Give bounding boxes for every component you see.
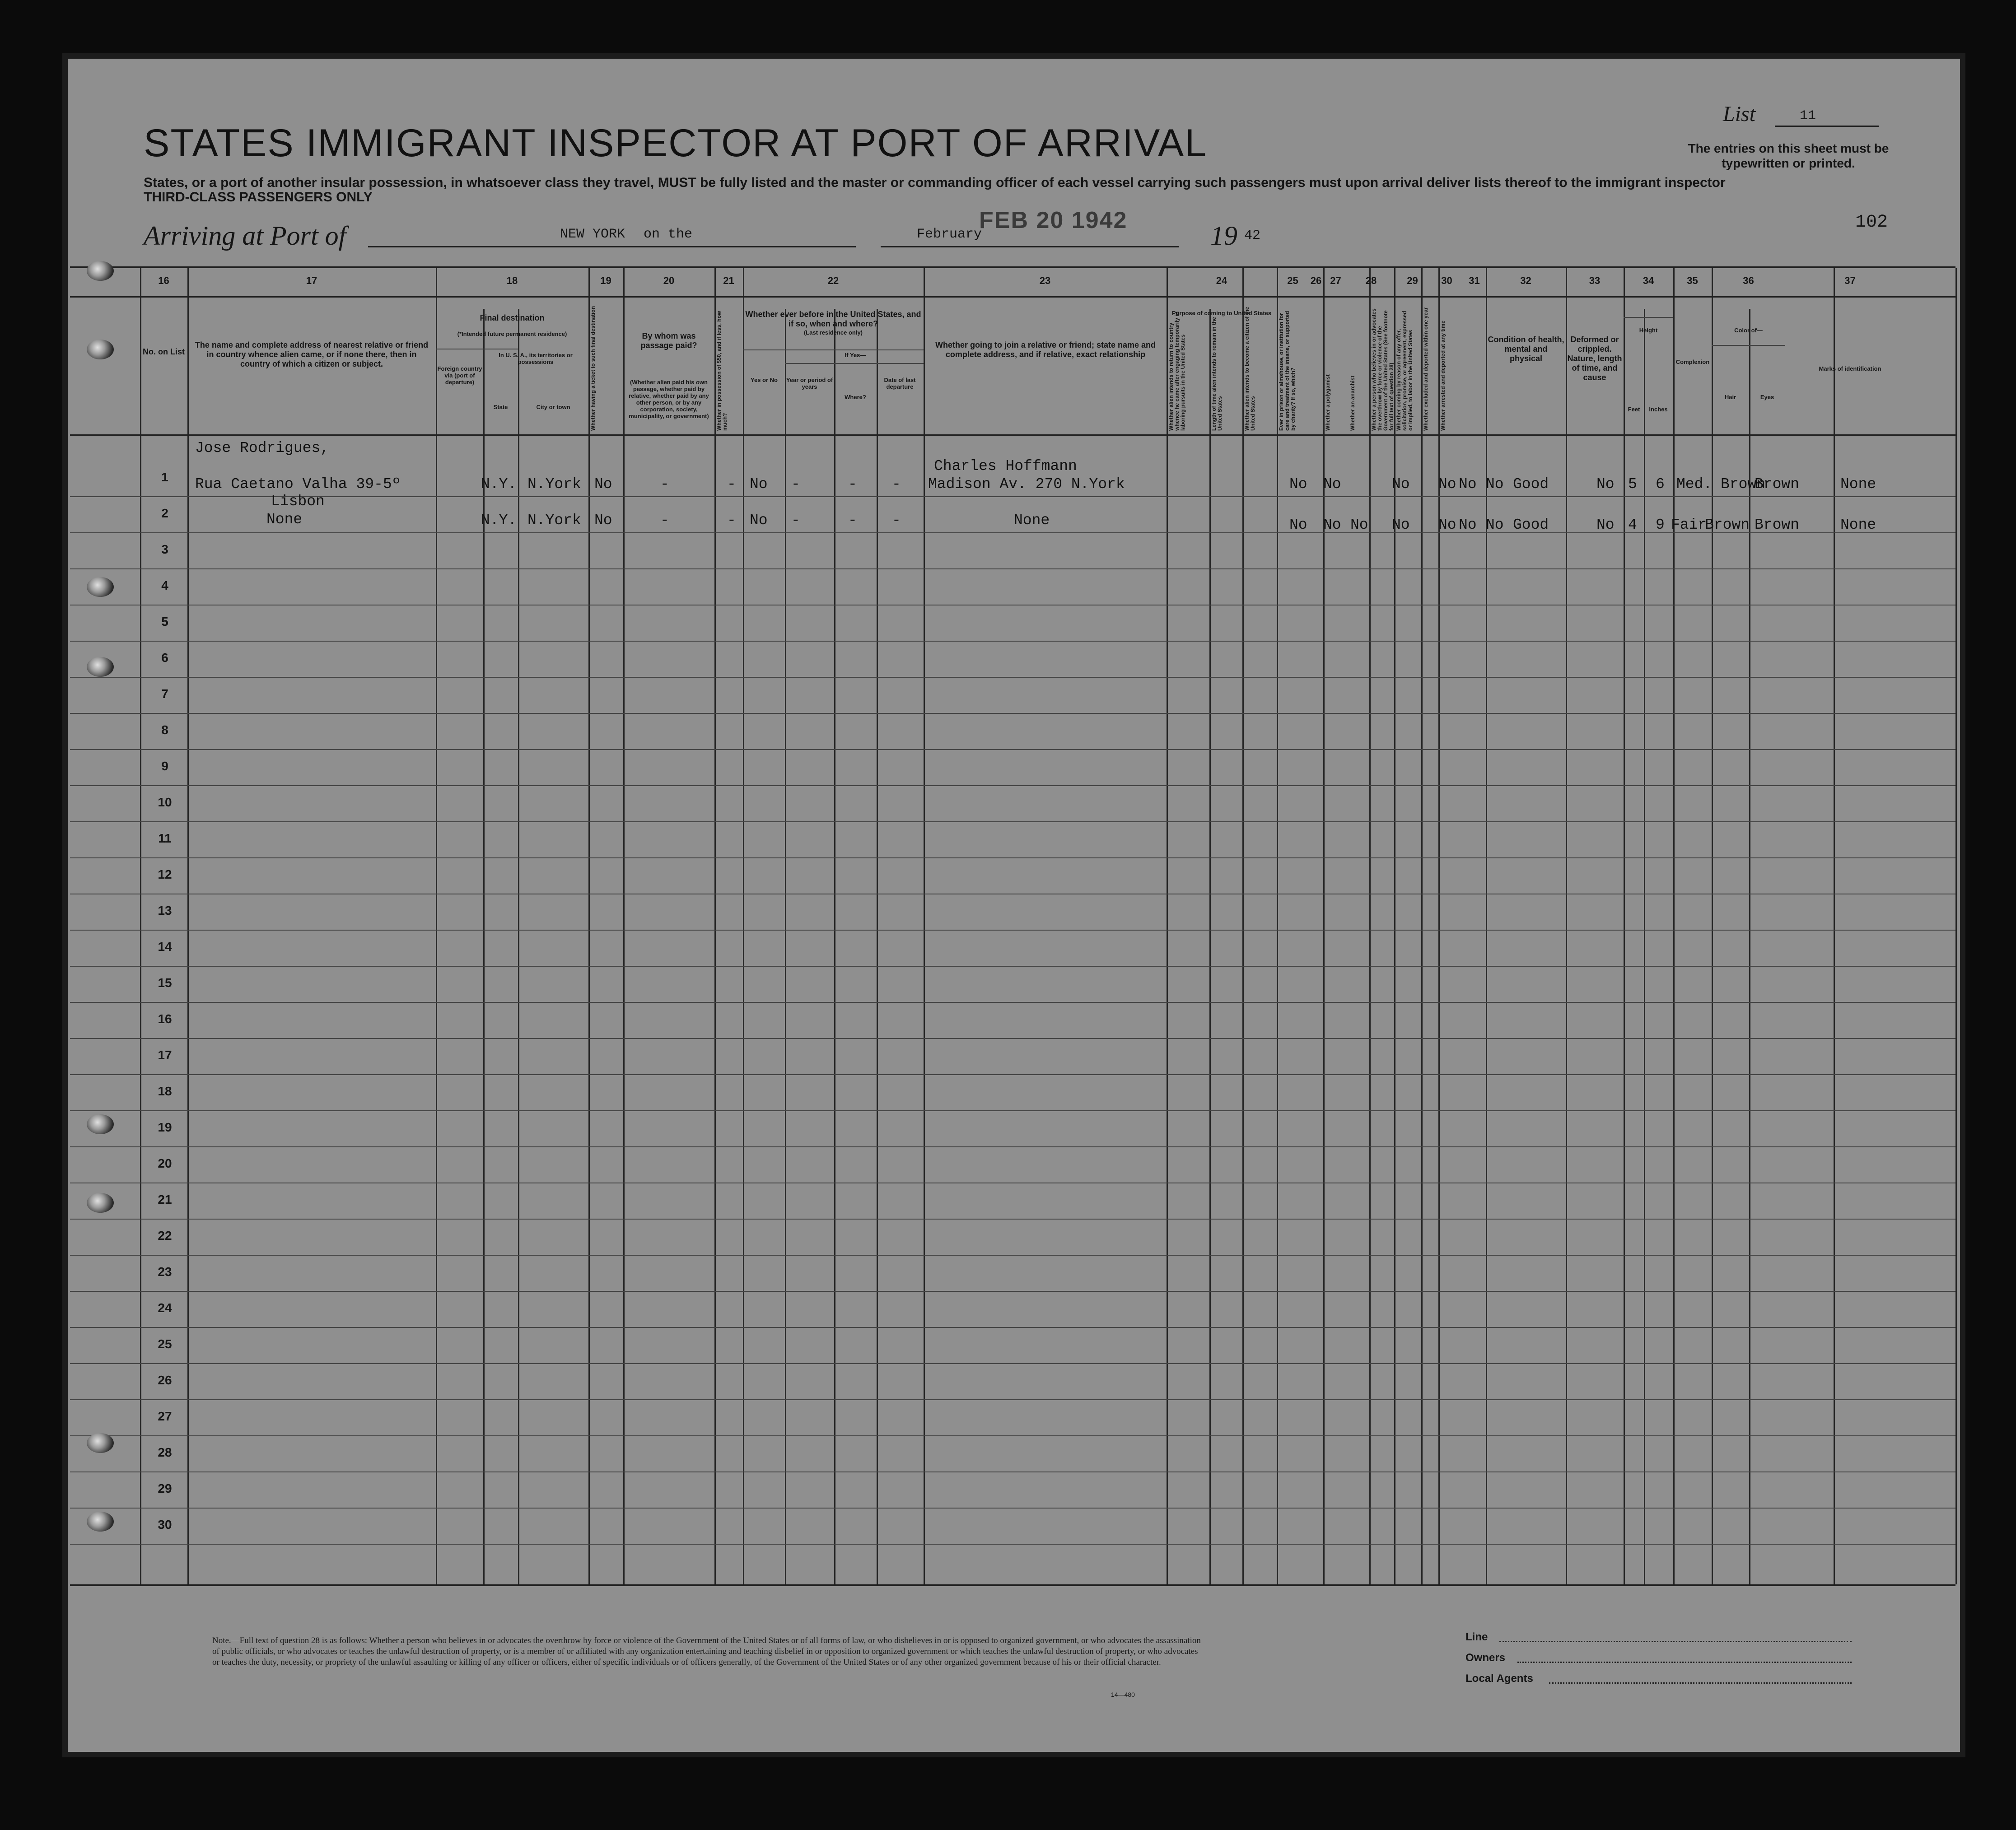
- eye-color: Brown: [1755, 476, 1800, 493]
- binder-hole: [87, 1512, 114, 1532]
- header-final-destination-note: (*Intended future permanent residence): [457, 331, 567, 337]
- row-number: 11: [158, 831, 172, 845]
- destination-state: N.Y.: [481, 512, 517, 529]
- page-subtitle: States, or a port of another insular possession, in whatsoever class they travel, MUST be fully listed and the master or commanding officer of each vessel carrying such passengers must upon arrival deliver lists thereof to the immigrant inspector: [144, 175, 1726, 190]
- deformed-answer: No: [1596, 517, 1615, 533]
- column-divider: [1486, 268, 1487, 1584]
- offer-answer: No: [1438, 476, 1456, 493]
- header-intends-citizen: Whether alien intends to become a citizen of the United States: [1244, 307, 1256, 431]
- header-year-period: Year or period of years: [786, 377, 833, 390]
- arriving-label: Arriving at Port of: [144, 221, 346, 251]
- column-divider: [1438, 268, 1440, 1584]
- row-number: 6: [161, 651, 168, 665]
- polygamist-answer: No: [1323, 517, 1341, 533]
- header-passage-paid: By whom was passage paid?: [640, 331, 697, 350]
- column-divider: [1277, 268, 1278, 1584]
- binder-hole: [87, 657, 114, 677]
- row-number: 29: [158, 1481, 172, 1495]
- before-year: -: [791, 512, 800, 529]
- row-number: 1: [161, 470, 168, 484]
- row-number: 27: [158, 1409, 172, 1423]
- column-number: 25: [1287, 275, 1298, 286]
- list-number-line: [1775, 126, 1879, 127]
- column-number: 16: [158, 275, 169, 286]
- row-number: 5: [161, 615, 168, 629]
- row-divider: [70, 1146, 1955, 1147]
- hair-color: Brown: [1705, 517, 1750, 533]
- column-divider: [1955, 268, 1957, 1584]
- header-ticket: Whether having a ticket to such final destination: [590, 306, 596, 431]
- row-divider: [70, 930, 1955, 931]
- before-where: -: [848, 512, 857, 529]
- row-divider: [70, 1471, 1955, 1472]
- header-foreign-country: Foreign country via (port of departure): [437, 365, 482, 386]
- month-value: February: [917, 227, 982, 242]
- row-divider: [70, 1327, 1955, 1328]
- header-if-yes: If Yes—: [845, 352, 866, 359]
- column-divider: [1566, 268, 1567, 1584]
- row-divider: [70, 1435, 1955, 1436]
- column-subdivider: [1644, 309, 1645, 1584]
- question-28-footnote: Note.—Full text of question 28 is as follows: Whether a person who believes in or advocates the overthrow by force or violence of the Government of the United States or of all forms of law, or who disbelieves in or is opposed to organized government, or who advocates the assassination of public officials, or who advocates or teaches the unlawful destruction of property, or is a member of or affiliated with any organization entertaining and teaching disbelief in or opposition to organized government or which teaches the unlawful destruction of property, or who advocates or teaches the duty, necessity, or propriety of the unlawful assaulting or killing of any officer or officers, either of specific individuals or of officers generally, of the Government of the United States or of any other organized government because of his or their official character.: [212, 1636, 1201, 1667]
- header-in-usa: In U. S. A., its territories or possessions: [499, 352, 573, 365]
- column-divider: [1394, 268, 1395, 1584]
- row-number: 15: [158, 976, 172, 990]
- header-no-on-list: No. on List: [143, 347, 185, 356]
- row-number: 26: [158, 1373, 172, 1387]
- header-purpose: Purpose of coming to United States: [1171, 310, 1272, 317]
- row-divider: [70, 1255, 1955, 1256]
- header-anarchist: Whether an anarchist: [1349, 375, 1356, 431]
- identification-marks: None: [1840, 517, 1876, 533]
- column-number: 28: [1365, 275, 1377, 286]
- ticket-answer: No: [594, 476, 612, 493]
- header-before-in-us: Whether ever before in the United States, and if so, when and where?: [745, 310, 921, 328]
- excluded-answer: No: [1459, 517, 1477, 533]
- eye-color: Brown: [1755, 517, 1800, 533]
- destination-city: N.York: [527, 476, 581, 493]
- header-city: City or town: [536, 404, 570, 410]
- column-number: 30: [1441, 275, 1452, 286]
- row-divider: [70, 1508, 1955, 1509]
- passage-paid-by: -: [660, 476, 669, 493]
- binder-hole: [87, 577, 114, 597]
- column-divider: [1421, 268, 1423, 1584]
- column-subdivider: [834, 309, 835, 1584]
- row-number: 17: [158, 1048, 172, 1062]
- column-divider: [743, 268, 744, 1584]
- row-number: 9: [161, 759, 168, 773]
- header-overthrow: Whether a person who believes in or advocates the overthrow by force or violence of the Government of the United States (See footnote for full text of question 28): [1371, 308, 1395, 431]
- row-number: 16: [158, 1012, 172, 1026]
- column-number: 37: [1844, 275, 1856, 286]
- column-number: 21: [723, 275, 734, 286]
- column-divider: [1242, 268, 1244, 1584]
- list-label: List: [1723, 102, 1756, 126]
- owners-label: Owners: [1465, 1652, 1506, 1664]
- port-value: NEW YORK: [560, 227, 625, 242]
- header-where: Where?: [845, 394, 866, 400]
- date-line: [881, 246, 1179, 247]
- before-departure: -: [892, 476, 901, 493]
- row-number: 22: [158, 1229, 172, 1243]
- header-final-destination: Final destination: [480, 313, 545, 322]
- row-number: 20: [158, 1156, 172, 1170]
- header-marks: Marks of identification: [1819, 365, 1881, 372]
- row-number: 12: [158, 867, 172, 881]
- row-number: 28: [158, 1445, 172, 1459]
- overthrow-answer: No: [1392, 517, 1410, 533]
- column-subdivider: [1749, 309, 1750, 1584]
- row-divider: [70, 568, 1955, 569]
- excluded-answer: No: [1459, 476, 1477, 493]
- row-number: 3: [161, 542, 168, 556]
- header-deformed: Deformed or crippled. Nature, length of time, and cause: [1567, 335, 1622, 382]
- row-divider: [70, 1363, 1955, 1364]
- column-number: 34: [1643, 275, 1654, 286]
- row-divider: [70, 785, 1955, 786]
- column-number: 17: [306, 275, 317, 286]
- page-title: STATES IMMIGRANT INSPECTOR AT PORT OF ARRIVAL: [144, 121, 1208, 165]
- column-number: 18: [506, 275, 518, 286]
- header-arrested: Whether arrested and deported at any time: [1440, 320, 1446, 431]
- column-number: 20: [663, 275, 675, 286]
- header-yes-or-no: Yes or No: [751, 377, 778, 383]
- column-divider: [714, 268, 716, 1584]
- header-intends-return: Whether alien intends to return to country whence he came after engaging temporarily in laboring pursuits in the United States: [1168, 311, 1186, 431]
- port-line: [368, 246, 856, 247]
- row-divider: [70, 857, 1955, 858]
- row-divider: [70, 1002, 1955, 1003]
- destination-city: N.York: [527, 512, 581, 529]
- identification-marks: None: [1840, 476, 1876, 493]
- column-number: 36: [1743, 275, 1754, 286]
- column-divider: [1369, 268, 1371, 1584]
- column-divider: [924, 268, 925, 1584]
- header-color-of: Color of—: [1734, 327, 1763, 334]
- row-number: 13: [158, 903, 172, 917]
- health-answer: Good: [1513, 476, 1549, 493]
- row-number: 4: [161, 578, 168, 592]
- row-number: 14: [158, 940, 172, 954]
- row-divider: [70, 496, 1955, 497]
- header-height: Height: [1639, 327, 1658, 334]
- header-bottom-border: [70, 434, 1955, 436]
- binder-hole: [87, 1433, 114, 1453]
- column-divider: [1624, 268, 1625, 1584]
- relative-name: Jose Rodrigues,: [195, 440, 330, 456]
- row-number: 30: [158, 1518, 172, 1532]
- header-labor-offer: Whether coming by reason of any offer, solicitation, promise, or agreement, expressed or implied, to labor in the United States: [1395, 311, 1414, 431]
- height-inches: 9: [1656, 517, 1665, 533]
- row-divider: [70, 1544, 1955, 1545]
- deformed-answer: No: [1596, 476, 1615, 493]
- prison-answer: No: [1289, 517, 1307, 533]
- header-join-relative: Whether going to join a relative or friend; state name and complete address, and if relative, exact relationship: [935, 340, 1156, 359]
- row-divider: [70, 677, 1955, 678]
- column-number: 22: [827, 275, 839, 286]
- row-divider: [70, 821, 1955, 822]
- row-divider: [70, 1110, 1955, 1111]
- header-passage-note: (Whether alien paid his own passage, whether paid by relative, whether paid by any other person, or by any corporation, society, municipality, or government): [629, 379, 709, 419]
- page-number: 102: [1855, 212, 1888, 233]
- row-number: 21: [158, 1192, 172, 1206]
- relative-name: None: [266, 511, 303, 528]
- line-label: Line: [1465, 1631, 1488, 1643]
- header-hair: Hair: [1724, 394, 1736, 400]
- column-number: 31: [1469, 275, 1480, 286]
- column-subdivider: [483, 309, 485, 1584]
- join-name: None: [1014, 512, 1050, 529]
- destination-state: N.Y.: [481, 476, 517, 493]
- height-feet: 4: [1628, 517, 1637, 533]
- class-line: THIRD-CLASS PASSENGERS ONLY: [144, 190, 373, 205]
- column-divider: [1712, 268, 1713, 1584]
- subheader-line: [743, 349, 924, 350]
- header-prison: Ever in prison or almshouse, or institution for care and treatment of the insane, or supported by charity? If so, which?: [1278, 311, 1296, 431]
- ticket-answer: No: [594, 512, 612, 529]
- row-number: 10: [158, 795, 172, 809]
- column-number: 23: [1039, 275, 1051, 286]
- list-number: 11: [1800, 108, 1816, 124]
- owners-signature-line: [1517, 1662, 1852, 1663]
- passage-paid-by: -: [660, 512, 669, 529]
- column-subdivider: [518, 309, 519, 1584]
- header-health: Condition of health, mental and physical: [1488, 335, 1564, 363]
- column-number: 26: [1310, 275, 1322, 286]
- column-divider: [1167, 268, 1168, 1584]
- year-suffix: 42: [1244, 228, 1261, 243]
- column-number: 27: [1330, 275, 1341, 286]
- column-subdivider: [785, 309, 786, 1584]
- arrested-answer: No: [1486, 517, 1504, 533]
- row-divider: [70, 749, 1955, 750]
- column-number: 35: [1687, 275, 1698, 286]
- column-divider: [140, 268, 141, 1584]
- column-number: 33: [1589, 275, 1601, 286]
- before-year: -: [791, 476, 800, 493]
- row-number: 23: [158, 1265, 172, 1279]
- on-the-label: on the: [644, 227, 693, 242]
- row-divider: [70, 966, 1955, 967]
- subheader-line: [785, 363, 924, 364]
- complexion-answer: Fair: [1671, 517, 1707, 533]
- header-eyes: Eyes: [1760, 394, 1774, 400]
- before-in-us: No: [750, 476, 768, 493]
- binder-hole: [87, 1114, 114, 1134]
- header-state: State: [493, 404, 508, 410]
- subheader-line: [1624, 317, 1673, 318]
- money-answer: -: [727, 512, 736, 529]
- row-number: 18: [158, 1084, 172, 1098]
- row-number: 19: [158, 1120, 172, 1134]
- binder-hole: [87, 1193, 114, 1213]
- before-departure: -: [892, 512, 901, 529]
- header-feet: Feet: [1628, 406, 1640, 413]
- header-polygamist: Whether a polygamist: [1325, 374, 1331, 431]
- row-number: 7: [161, 687, 168, 701]
- header-date-departure: Date of last departure: [884, 377, 916, 390]
- complexion-answer: Med.: [1676, 476, 1713, 493]
- header-excluded: Whether excluded and deported within one year: [1423, 307, 1429, 431]
- row-number: 8: [161, 723, 168, 737]
- height-inches: 6: [1656, 476, 1665, 493]
- binder-hole: [87, 261, 114, 281]
- header-fifty-dollars: Whether in possession of $50, and if less, how much?: [716, 311, 728, 431]
- overthrow-answer: No: [1392, 476, 1410, 493]
- before-in-us: No: [750, 512, 768, 529]
- relative-address: Rua Caetano Valha 39-5º: [195, 476, 401, 493]
- year-prefix: 19: [1210, 221, 1237, 251]
- column-subdivider: [1209, 309, 1211, 1584]
- column-divider: [1834, 268, 1835, 1584]
- prison-answer: No: [1289, 476, 1307, 493]
- row-divider: [70, 1291, 1955, 1292]
- row-divider: [70, 1038, 1955, 1039]
- column-divider: [187, 268, 189, 1584]
- binder-hole: [87, 340, 114, 359]
- row-divider: [70, 1219, 1955, 1220]
- header-last-residence-note: (Last residence only): [803, 329, 863, 336]
- agents-signature-line: [1549, 1682, 1852, 1684]
- header-length-of-stay: Length of time alien intends to remain in the United States: [1211, 317, 1223, 431]
- subheader-line: [1712, 345, 1785, 346]
- row-number: 2: [161, 506, 168, 520]
- column-subdivider: [877, 309, 878, 1584]
- column-number: 29: [1407, 275, 1418, 286]
- row-divider: [70, 1399, 1955, 1400]
- line-signature-line: [1499, 1641, 1852, 1642]
- arrested-answer: No: [1486, 476, 1504, 493]
- hair-color: Brown: [1721, 476, 1766, 493]
- polygamist-answer: No: [1323, 476, 1341, 493]
- join-name: Charles Hoffmann: [934, 458, 1077, 475]
- money-answer: -: [727, 476, 736, 493]
- row-number: 24: [158, 1301, 172, 1315]
- column-divider: [1673, 268, 1675, 1584]
- row-divider: [70, 713, 1955, 714]
- column-divider: [623, 268, 625, 1584]
- row-divider: [70, 641, 1955, 642]
- header-complexion: Complexion: [1675, 359, 1710, 365]
- column-divider: [588, 268, 590, 1584]
- column-divider: [1323, 268, 1325, 1584]
- date-stamp: FEB 20 1942: [979, 207, 1128, 233]
- height-feet: 5: [1628, 476, 1637, 493]
- header-inches: Inches: [1649, 406, 1668, 413]
- column-number: 32: [1520, 275, 1531, 286]
- form-number: 14—480: [1111, 1691, 1135, 1698]
- anarchist-answer: No: [1350, 517, 1368, 533]
- column-number-row-border: [70, 296, 1955, 298]
- column-number: 19: [600, 275, 611, 286]
- relative-city: Lisbon: [271, 493, 325, 510]
- column-divider: [436, 268, 437, 1584]
- before-where: -: [848, 476, 857, 493]
- row-number: 25: [158, 1337, 172, 1351]
- row-divider: [70, 1074, 1955, 1075]
- health-answer: Good: [1513, 517, 1549, 533]
- offer-answer: No: [1438, 517, 1456, 533]
- manifest-table: [70, 266, 1955, 1586]
- local-agents-label: Local Agents: [1465, 1672, 1533, 1685]
- entries-note: The entries on this sheet must be typewritten or printed.: [1688, 141, 1889, 170]
- join-address: Madison Av. 270 N.York: [928, 476, 1125, 493]
- header-relative-address: The name and complete address of nearest relative or friend in country whence alien came, or if none there, then in country of which a citizen or subject.: [195, 340, 429, 368]
- column-number: 24: [1216, 275, 1227, 286]
